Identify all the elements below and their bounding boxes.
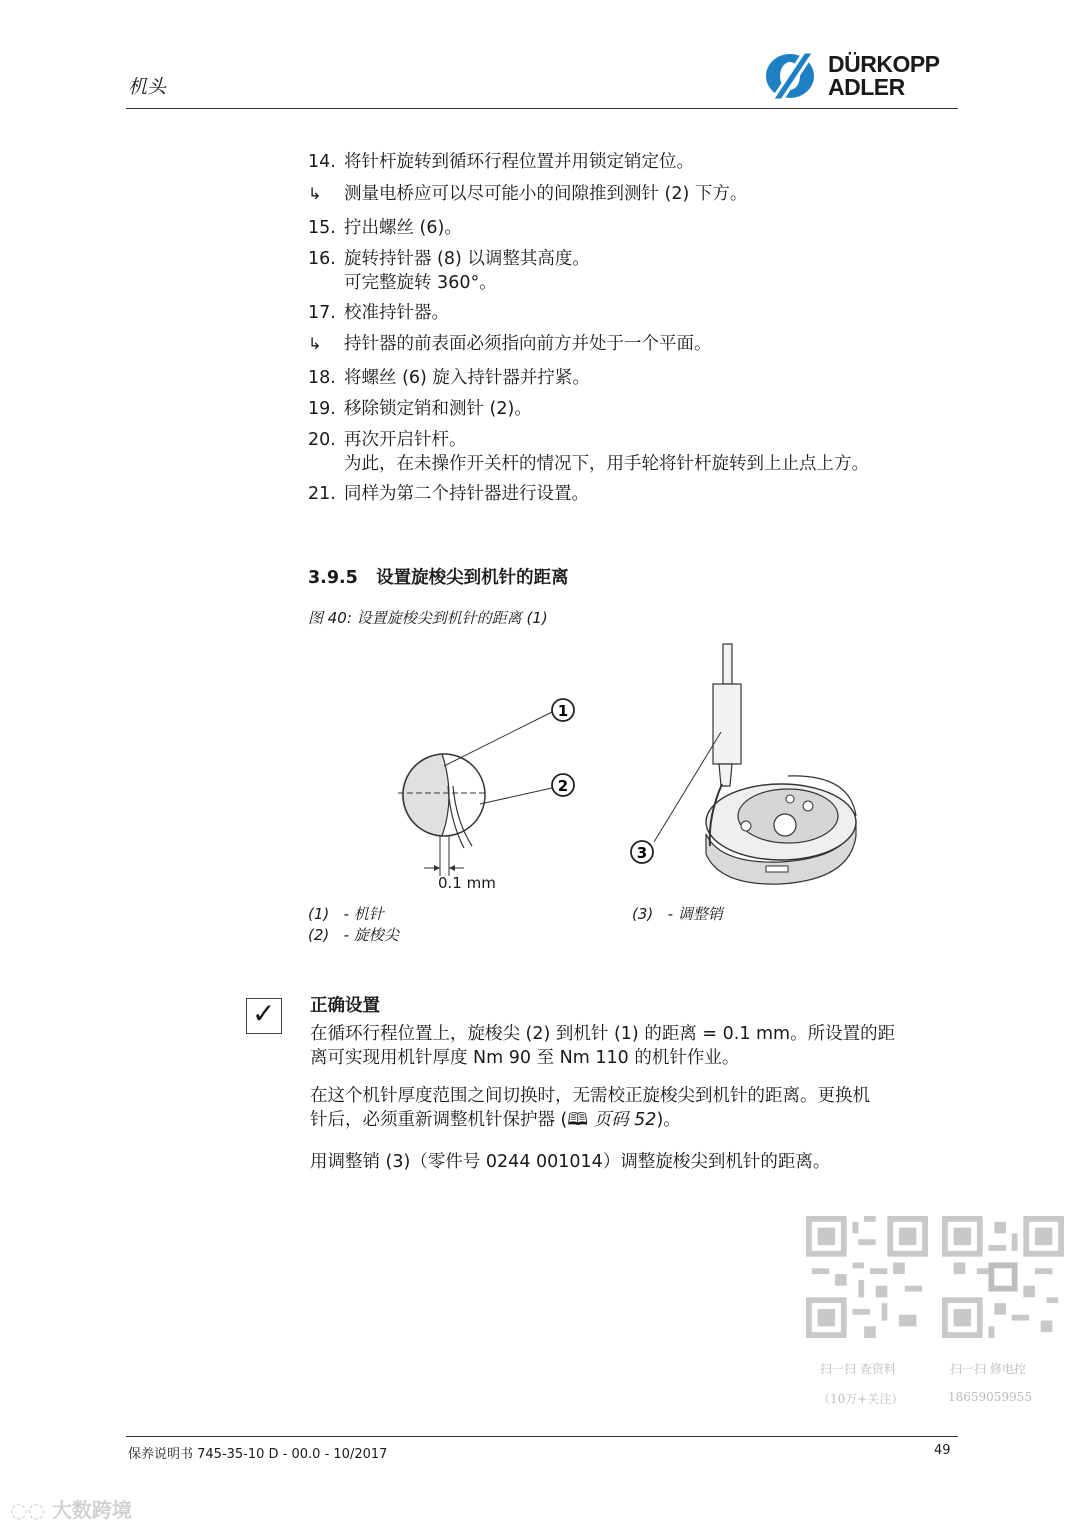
hook-needle-figure [380, 636, 880, 900]
figure-caption: 图 40: 设置旋梭尖到机针的距离 (1) [308, 609, 548, 627]
qr-left-sublabel: （10万+关注） [818, 1392, 904, 1406]
qr-right-label: 扫一扫 修电控 [950, 1362, 1026, 1376]
correct-setting-box [246, 998, 282, 1034]
header-divider [126, 108, 958, 109]
step-14-result: ↳ 测量电桥应可以尽可能小的间隙推到测针 (2) 下方。 [308, 184, 748, 204]
brand-logo [760, 50, 960, 102]
needle-detail-drawing [398, 712, 552, 876]
result-arrow-icon: ↳ [308, 334, 322, 353]
callout-1: 1 [557, 702, 569, 720]
watermark: ◌◌ 大数跨境 [10, 1498, 132, 1522]
step-17-result: ↳ 持针器的前表面必须指向前方并处于一个平面。 [308, 334, 712, 354]
qr-right-sublabel: 18659059955 [948, 1390, 1032, 1404]
callout-2: 2 [557, 777, 569, 795]
callout-3: 3 [636, 844, 648, 862]
footer-document-id: 保养说明书 745-35-10 D - 00.0 - 10/2017 [128, 1447, 388, 1462]
step-20: 20. 再次开启针杆。 为此，在未操作开关杆的情况下，用手轮将针杆旋转到上止点上方。 [308, 430, 869, 474]
page-reference-link[interactable]: 页码 52 [588, 1110, 657, 1130]
legend-item-3: (3) - 调整销 [632, 905, 723, 923]
checkmark-icon: ✓ [252, 997, 276, 1030]
note-paragraph-2: 在这个机针厚度范围之间切换时，无需校正旋梭尖到机针的距离。更换机 针后，必须重新调整机针保护器 (🕮 页码 52)。 [310, 1086, 870, 1130]
note-paragraph-3: 用调整销 (3)（零件号 0244 001014）调整旋梭尖到机针的距离。 [310, 1152, 831, 1172]
note-title: 正确设置 [310, 996, 380, 1016]
qr-code-right-icon [942, 1216, 1064, 1338]
brand-emblem-icon [760, 50, 824, 102]
book-icon: 🕮 [567, 1110, 589, 1130]
watermark-logo-icon: ◌◌ [10, 1498, 45, 1522]
step-17: 17. 校准持针器。 [308, 303, 449, 323]
hook-assembly-drawing [654, 644, 856, 884]
legend-item-2: (2) - 旋梭尖 [308, 926, 399, 944]
step-21: 21. 同样为第二个持针器进行设置。 [308, 484, 589, 504]
brand-name-line2: ADLER [828, 74, 905, 100]
qr-left-label: 扫一扫 查资料 [820, 1362, 896, 1376]
step-18: 18. 将螺丝 (6) 旋入持针器并拧紧。 [308, 368, 590, 388]
result-arrow-icon: ↳ [308, 184, 322, 203]
step-14: 14. 将针杆旋转到循环行程位置并用锁定销定位。 [308, 152, 694, 172]
legend-item-1: (1) - 机针 [308, 905, 384, 923]
note-paragraph-1: 在循环行程位置上，旋梭尖 (2) 到机针 (1) 的距离 = 0.1 mm。所设置的距 离可实现用机针厚度 Nm 90 至 Nm 110 的机针作业。 [310, 1024, 896, 1068]
step-16: 16. 旋转持针器 (8) 以调整其高度。 可完整旋转 360°。 [308, 249, 590, 293]
dimension-label: 0.1 mm [438, 874, 496, 892]
qr-code-left-icon [806, 1216, 928, 1338]
step-19: 19. 移除锁定销和测针 (2)。 [308, 399, 532, 419]
step-15: 15. 拧出螺丝 (6)。 [308, 218, 462, 238]
footer-divider [126, 1436, 958, 1437]
chapter-title: 机头 [128, 76, 167, 98]
section-heading: 3.9.5 设置旋梭尖到机针的距离 [308, 568, 569, 588]
brand-name-line1: DÜRKOPP [828, 51, 940, 77]
page-number: 49 [934, 1443, 951, 1458]
